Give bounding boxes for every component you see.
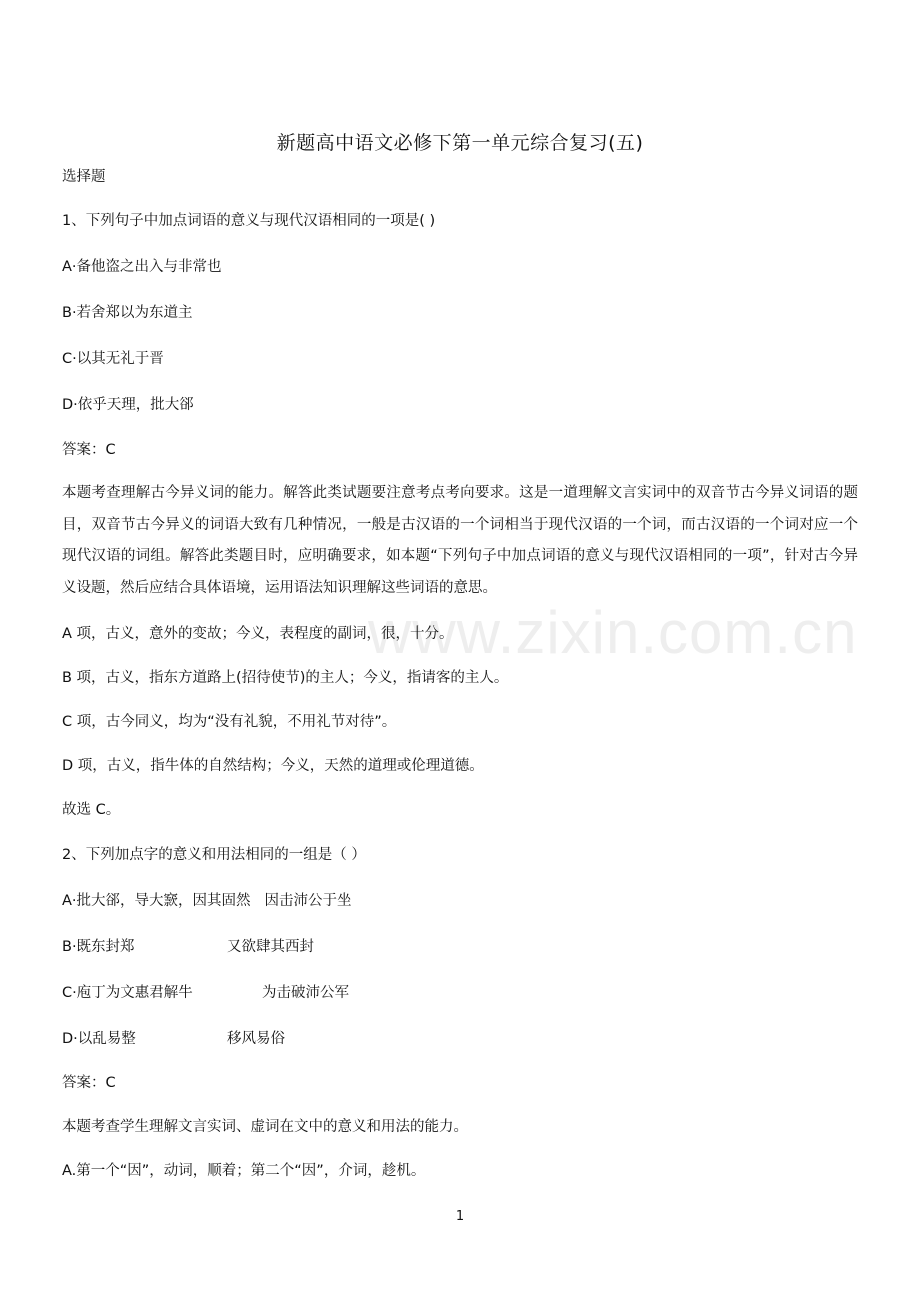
option-c-left: C·庖丁为文惠君解牛 [62, 985, 193, 1001]
question-1-option-d: D·依乎天理，批大郤 [62, 397, 194, 413]
question-1-answer: 答案：C [62, 442, 116, 458]
option-b-left: B·既东封郑 [62, 939, 135, 955]
page-number: 1 [455, 1209, 465, 1224]
option-a-right: 因击沛公于坐 [264, 893, 352, 909]
option-d-right: 移风易俗 [227, 1031, 285, 1047]
option-c-right: 为击破沛公军 [262, 985, 349, 1001]
question-1-conclusion: 故选 C。 [62, 802, 121, 818]
question-2-option-c [62, 983, 349, 1003]
question-1-option-b: B·若舍郑以为东道主 [62, 305, 193, 321]
option-b-right: 又欲肆其西封 [227, 939, 314, 955]
question-1-option-a: A·备他盗之出入与非常也 [62, 259, 222, 275]
question-1-analysis-c: C 项，古今同义，均为“没有礼貌，不用礼节对待”。 [62, 714, 397, 730]
option-a-left: A·批大郤，导大窾，因其固然 [62, 893, 251, 909]
question-1-analysis-b: B 项，古义，指东方道路上(招待使节)的主人；今义，指请客的主人。 [62, 670, 509, 686]
question-2-explanation: 本题考查学生理解文言实词、虚词在文中的意义和用法的能力。 [62, 1119, 468, 1135]
question-2-answer: 答案：C [62, 1075, 116, 1091]
page-title: 新题高中语文必修下第一单元综合复习(五) [276, 132, 644, 154]
question-1-stem: 1、下列句子中加点词语的意义与现代汉语相同的一项是( ) [62, 213, 436, 229]
question-2-option-b [62, 937, 314, 957]
question-2-option-a [62, 891, 352, 911]
question-1-option-c: C·以其无礼于晋 [62, 351, 164, 367]
question-2-option-d [62, 1029, 285, 1049]
question-1-analysis-a: A 项，古义，意外的变故；今义，表程度的副词，很，十分。 [62, 626, 454, 642]
option-d-left: D·以乱易整 [62, 1031, 136, 1047]
question-1-analysis-d: D 项，古义，指牛体的自然结构；今义，天然的道理或伦理道德。 [62, 758, 484, 774]
question-1-explanation: 本题考查理解古今异义词的能力。解答此类试题要注意考点考向要求。这是一道理解文言实词中的双音节古今异义词语的题目，双音节古今异义的词语大致有几种情况，一般是古汉语的一个词相当于现代汉语的一个词，而古汉语的一个词对应一个现代汉语的词组。解答此类题目时，应明确要求，如本题“下列句子中加点词语的意义与现代汉语相同的一项”，针对古今异义设题，然后应结合具体语境，运用语法知识理解这些词语的意思。 [62, 485, 858, 596]
question-2-analysis-a: A.第一个“因”，动词，顺着；第二个“因”，介词，趁机。 [62, 1163, 426, 1179]
question-2-stem: 2、下列加点字的意义和用法相同的一组是（ ） [62, 847, 366, 863]
watermark: www.zixin.com.cn [368, 599, 858, 666]
section-heading: 选择题 [62, 169, 106, 185]
